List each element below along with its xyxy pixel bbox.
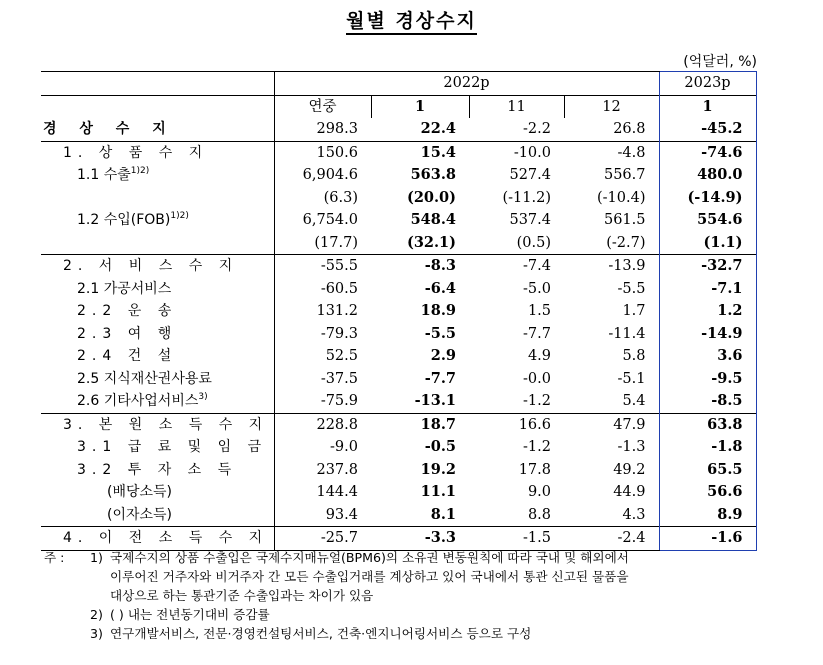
table-cell: 18.9 [420, 302, 456, 320]
row-label: 2.2 운 송 [77, 303, 178, 320]
table-cell: (17.7) [274, 232, 371, 255]
table-cell: 5.4 [622, 393, 646, 410]
table-cell: -60.5 [274, 278, 371, 301]
row-label: 2.5 지식재산권사용료 [77, 370, 212, 387]
table-cell: -1.8 [659, 436, 756, 459]
current-account-table [41, 71, 757, 551]
footnote-ref: 1)2) [130, 166, 150, 177]
table-row [41, 164, 756, 187]
table-cell: -5.0 [523, 280, 551, 297]
table-cell: 527.4 [509, 167, 551, 184]
table-cell: 2.9 [430, 347, 456, 365]
table-cell: -9.0 [274, 436, 371, 459]
page-title: 월별 경상수지 [0, 6, 823, 33]
table-cell: 1.2 [659, 300, 756, 323]
table-cell: -75.9 [274, 390, 371, 413]
table-cell: -45.2 [659, 118, 756, 141]
note-mark: 주 : [44, 550, 65, 565]
table-cell: 16.6 [469, 413, 564, 436]
table-cell: 22.4 [420, 120, 456, 138]
table-cell: -1.2 [523, 393, 551, 410]
table-cell: -13.1 [414, 392, 456, 410]
table-cell: (6.3) [274, 187, 371, 210]
row-label: 3.1 급 료 및 임 금 [77, 439, 268, 456]
table-cell: -55.5 [274, 255, 371, 278]
table-cell: 9.0 [527, 484, 551, 501]
table-cell: -1.2 [523, 439, 551, 456]
note-1-number: 1) [90, 550, 103, 565]
table-cell: -8.5 [659, 390, 756, 413]
table-cell: (-2.7) [606, 234, 646, 251]
table-cell: 8.9 [659, 504, 756, 527]
table-cell: 56.6 [659, 481, 756, 504]
table-cell: 480.0 [659, 164, 756, 187]
table-cell: 298.3 [274, 118, 371, 141]
table-cell: 18.7 [371, 413, 469, 436]
table-cell: 11.1 [420, 483, 456, 501]
table-cell: (-11.2) [502, 189, 551, 206]
table-cell: 8.1 [430, 505, 456, 523]
row-label: 2.4 건 설 [77, 348, 178, 365]
row-label: 2. 서 비 스 수 지 [41, 255, 274, 278]
table-cell: 17.8 [518, 461, 551, 478]
table-row [41, 323, 756, 346]
table-cell: -13.9 [564, 255, 659, 278]
note-2-text: ( ) 내는 전년동기대비 증감률 [110, 607, 270, 622]
table-cell: (-14.9) [659, 187, 756, 210]
table-cell: 1.7 [622, 303, 646, 320]
header-month-11: 11 [469, 95, 564, 118]
note-1-line-2: 이루어진 거주자와 비거주자 간 모든 수출입거래를 계상하고 있어 국내에서 통관 신고된 물품을 [110, 569, 629, 584]
table-row [41, 459, 756, 482]
table-cell: -11.4 [608, 325, 646, 342]
table-cell: 131.2 [274, 300, 371, 323]
table-cell: 93.4 [274, 504, 371, 527]
table-cell: -0.0 [523, 370, 551, 387]
row-label: (이자소득) [107, 506, 173, 523]
table-cell: 52.5 [274, 345, 371, 368]
table-row [41, 481, 756, 504]
row-label [41, 187, 274, 210]
header-2023: 2023p [659, 72, 756, 96]
table-cell: -74.6 [659, 141, 756, 164]
table-row [41, 504, 756, 527]
table-cell: 554.6 [659, 209, 756, 232]
table-cell: -5.5 [617, 280, 646, 297]
table-row [41, 118, 756, 141]
table-cell: -32.7 [659, 255, 756, 278]
table-cell: (1.1) [659, 232, 756, 255]
row-label: 3. 본 원 소 득 수 지 [41, 413, 274, 436]
header-2022: 2022p [274, 72, 659, 96]
table-cell: -5.5 [424, 324, 456, 342]
footnotes [44, 548, 784, 643]
table-cell: 26.8 [613, 121, 646, 138]
table-cell: (32.1) [406, 233, 456, 251]
table-cell: -7.7 [523, 325, 551, 342]
footnote-ref: 1)2) [170, 211, 189, 222]
table-row [41, 436, 756, 459]
table-cell: 15.4 [371, 141, 469, 164]
row-label: 1.2 수입(FOB)$^{1)2)}$ [77, 211, 189, 229]
table-cell: 228.8 [274, 413, 371, 436]
table-cell: -1.3 [617, 439, 646, 456]
table-cell: -5.1 [617, 370, 646, 387]
table-cell: 47.9 [564, 413, 659, 436]
header-row-months [41, 95, 756, 118]
table-cell: 65.5 [659, 459, 756, 482]
table-row [41, 300, 756, 323]
table-cell: -14.9 [659, 323, 756, 346]
table-cell: -7.4 [469, 255, 564, 278]
table-cell: 150.6 [274, 141, 371, 164]
note-1-line-3: 대상으로 하는 통관기준 수출입과는 차이가 있음 [110, 588, 374, 603]
table-cell: -2.2 [523, 121, 551, 138]
row-label: 3.2 투 자 소 득 [77, 461, 238, 478]
table-cell: -1.6 [659, 527, 756, 551]
row-label: 2.6 기타사업서비스$^{3)}$ [77, 392, 208, 410]
table-row [41, 209, 756, 232]
table-cell: -7.1 [659, 278, 756, 301]
table-cell: 237.8 [274, 459, 371, 482]
table-cell: (-10.4) [597, 189, 646, 206]
header-2023-month-1: 1 [659, 95, 756, 118]
table-cell: 6,904.6 [274, 164, 371, 187]
table-cell: (20.0) [406, 188, 456, 206]
table-cell: 3.6 [659, 345, 756, 368]
table-cell: 144.4 [274, 481, 371, 504]
table-cell: 537.4 [509, 212, 551, 229]
table-cell: 49.2 [613, 461, 646, 478]
table-row [41, 232, 756, 255]
header-row-years [41, 72, 756, 96]
table-cell: -79.3 [274, 323, 371, 346]
table-cell: -0.5 [424, 438, 456, 456]
table-cell: 5.8 [622, 348, 646, 365]
note-3-text: 연구개발서비스, 전문·경영컨설팅서비스, 건축·엔지니어링서비스 등으로 구성 [110, 626, 532, 641]
table-row [41, 368, 756, 391]
row-label: 2.3 여 행 [77, 325, 178, 342]
row-label: 4. 이 전 소 득 수 지 [41, 527, 274, 551]
header-month-12: 12 [564, 95, 659, 118]
row-label: 경 상 수 지 [43, 121, 175, 138]
table-cell: 44.9 [613, 484, 646, 501]
header-month-1: 1 [371, 95, 469, 118]
row-label: 1. 상 품 수 지 [41, 141, 274, 164]
note-2-number: 2) [90, 607, 103, 622]
table-cell: -9.5 [659, 368, 756, 391]
table-row [41, 527, 756, 551]
table-cell: -4.8 [564, 141, 659, 164]
table-cell: -37.5 [274, 368, 371, 391]
row-label: 1.1 수출$^{1)2)}$ [77, 166, 150, 184]
table-cell: 561.5 [603, 212, 646, 229]
table-cell: -10.0 [469, 141, 564, 164]
table-cell: 6,754.0 [274, 209, 371, 232]
row-label: (배당소득) [107, 484, 173, 501]
table-row [41, 345, 756, 368]
table-cell: -8.3 [371, 255, 469, 278]
table-cell: 4.9 [527, 348, 551, 365]
table-cell: -3.3 [371, 527, 469, 551]
table-row [41, 278, 756, 301]
header-annual: 연중 [274, 95, 371, 118]
table-cell: -7.7 [424, 369, 456, 387]
note-3-number: 3) [90, 626, 103, 641]
table-row [41, 390, 756, 413]
row-label [41, 232, 274, 255]
table-cell: -6.4 [424, 279, 456, 297]
table-cell: -1.5 [469, 527, 564, 551]
row-label: 2.1 가공서비스 [77, 280, 172, 297]
unit-label: (억달러, %) [683, 54, 757, 70]
table-cell: 556.7 [603, 167, 646, 184]
table-cell: -25.7 [274, 527, 371, 551]
table-cell: 63.8 [659, 413, 756, 436]
table-row [41, 255, 756, 278]
note-1-line-1: 국제수지의 상품 수출입은 국제수지매뉴얼(BPM6)의 소유권 변동원칙에 따라 국내 및 해외에서 [110, 550, 629, 565]
table-cell: 8.8 [527, 506, 551, 523]
table-cell: 4.3 [622, 506, 646, 523]
table-cell: 548.4 [410, 211, 456, 229]
table-cell: 1.5 [527, 303, 551, 320]
footnote-ref: 3) [198, 392, 208, 403]
table-cell: (0.5) [516, 234, 551, 251]
table-row [41, 413, 756, 436]
table-cell: 563.8 [410, 166, 456, 184]
table-row [41, 141, 756, 164]
table-cell: 19.2 [420, 460, 456, 478]
table-row [41, 187, 756, 210]
table-cell: -2.4 [564, 527, 659, 551]
